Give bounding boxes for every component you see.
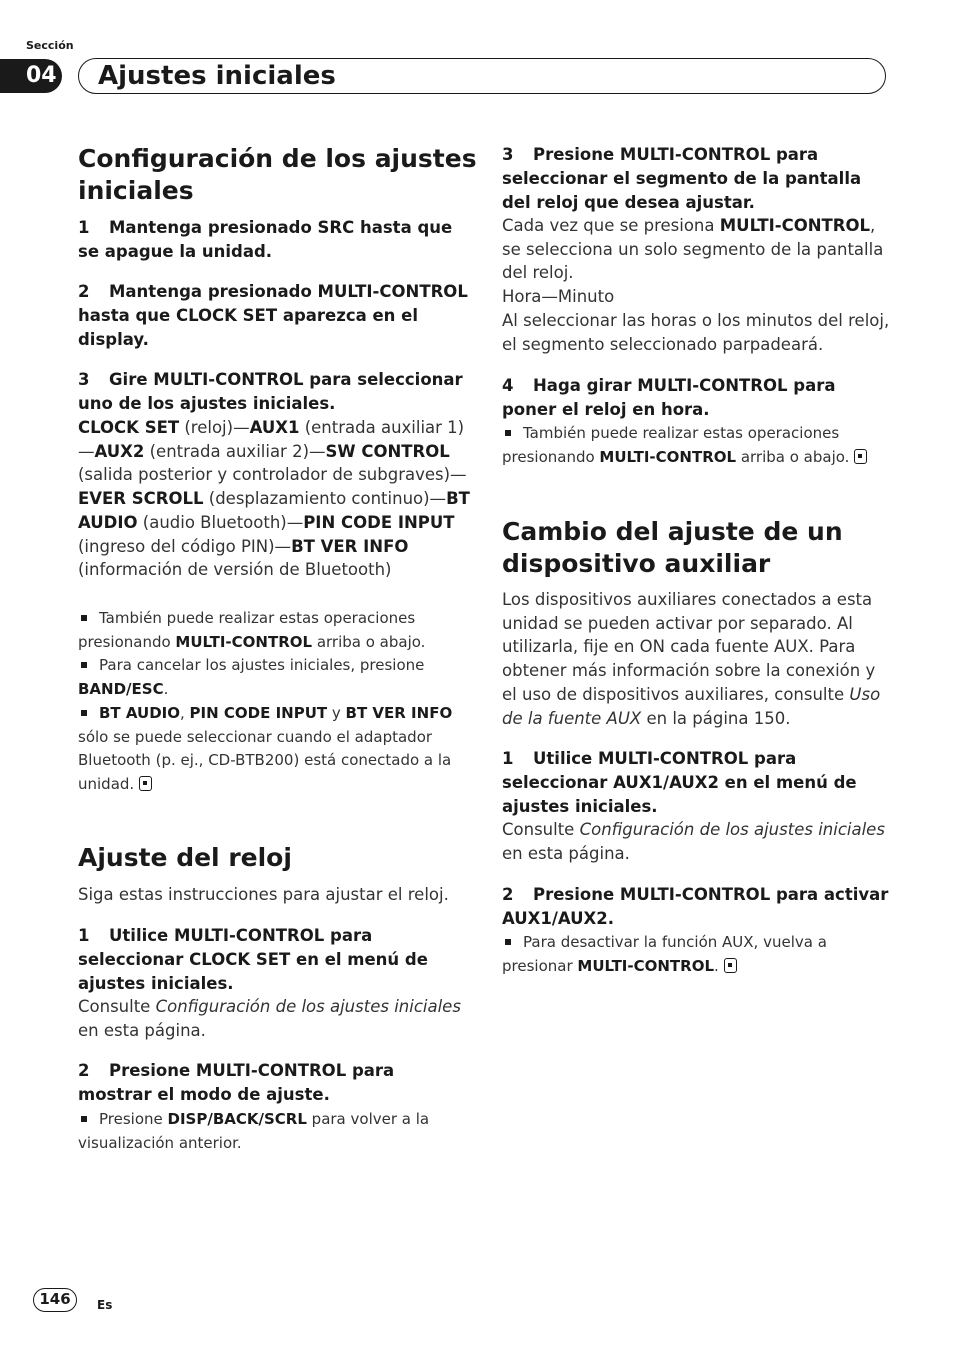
note-bluetooth: BT AUDIO, PIN CODE INPUT y BT VER INFO sólo se puede seleccionar cuando el adaptador Bluetooth (p. ej., CD-BTB200) está conectado a la unidad.	[78, 704, 453, 794]
bullet-icon	[81, 662, 87, 668]
heading-ajuste-reloj: Ajuste del reloj	[78, 843, 292, 872]
section-number-badge: 04	[0, 59, 62, 93]
reloj-step-1-ref: Consulte Configuración de los ajustes iniciales en esta página.	[78, 997, 461, 1040]
reloj-intro: Siga estas instrucciones para ajustar el reloj.	[78, 885, 449, 904]
cross-reference-link: Uso de la fuente AUX	[502, 684, 881, 728]
bullet-icon	[81, 710, 87, 716]
cross-reference-link: Configuración de los ajustes iniciales	[155, 997, 461, 1016]
reloj-step-3: 3 Presione MULTI-CONTROL para seleccionar el segmento de la pantalla del reloj que desea ajustar.	[502, 145, 862, 212]
aux-step-2: 2 Presione MULTI-CONTROL para activar AUX1/AUX2.	[502, 885, 889, 928]
aux-step-1: 1 Utilice MULTI-CONTROL para seleccionar AUX1/AUX2 en el menú de ajustes iniciales.	[502, 749, 857, 816]
config-step-2: 2 Mantenga presionado MULTI-CONTROL hasta que CLOCK SET aparezca en el display.	[78, 282, 468, 349]
bullet-icon	[505, 430, 511, 436]
section-label: Sección	[26, 39, 74, 52]
end-mark-icon	[139, 776, 152, 791]
note-multi-control: También puede realizar estas operaciones presionando MULTI-CONTROL arriba o abajo.	[78, 609, 426, 651]
cross-reference-link: Configuración de los ajustes iniciales	[579, 820, 885, 839]
step-3-blink: Al seleccionar las horas o los minutos del reloj, el segmento seleccionado parpadeará.	[502, 311, 890, 354]
bullet-icon	[81, 615, 87, 621]
note-disp-back: Presione DISP/BACK/SCRL para volver a la visualización anterior.	[78, 1110, 430, 1152]
language-code: Es	[97, 1298, 113, 1312]
options-list: CLOCK SET (reloj)—AUX1 (entrada auxiliar 1)—AUX2 (entrada auxiliar 2)—SW CONTROL (salida posterior y controlador de subgraves)—EVER SCROLL (desplazamiento continuo)—BT AUDIO (audio Bluetooth)—PIN CODE INPUT (ingreso del código PIN)—BT VER INFO (información de versión de Bluetooth)	[78, 418, 470, 580]
end-mark-icon	[724, 958, 737, 973]
page-title: Ajustes iniciales	[98, 61, 336, 91]
reloj-step-1: 1 Utilice MULTI-CONTROL para seleccionar CLOCK SET en el menú de ajustes iniciales.	[78, 926, 428, 993]
step-3-desc: Cada vez que se presiona MULTI-CONTROL, se selecciona un solo segmento de la pantalla del reloj.	[502, 216, 884, 283]
bullet-icon	[505, 939, 511, 945]
config-step-3: 3 Gire MULTI-CONTROL para seleccionar uno de los ajustes iniciales.	[78, 370, 463, 413]
note-step-4: También puede realizar estas operaciones presionando MULTI-CONTROL arriba o abajo.	[502, 422, 894, 469]
config-step-1: 1 Mantenga presionado SRC hasta que se apague la unidad.	[78, 218, 453, 261]
reloj-step-2: 2 Presione MULTI-CONTROL para mostrar el modo de ajuste.	[78, 1061, 395, 1104]
time-sequence: Hora—Minuto	[502, 287, 615, 306]
heading-configuracion: Configuración de los ajustes iniciales	[78, 144, 477, 205]
page-number: 146	[33, 1288, 77, 1312]
heading-aux: Cambio del ajuste de un dispositivo auxiliar	[502, 517, 843, 578]
bullet-icon	[81, 1116, 87, 1122]
note-cancel: Para cancelar los ajustes iniciales, presione BAND/ESC.	[78, 656, 425, 698]
aux-intro: Los dispositivos auxiliares conectados a esta unidad se pueden activar por separado. Al utilizarla, fije en ON cada fuente AUX. Para obtener más información sobre la conexión y el uso de dispositivos auxiliares, consulte Uso de la fuente AUX en la página 150.	[502, 590, 881, 728]
reloj-step-4: 4 Haga girar MULTI-CONTROL para poner el reloj en hora.	[502, 376, 836, 419]
aux-step-1-ref: Consulte Configuración de los ajustes iniciales en esta página.	[502, 820, 885, 863]
end-mark-icon	[854, 449, 867, 464]
note-aux-off: Para desactivar la función AUX, vuelva a presionar MULTI-CONTROL.	[502, 933, 827, 975]
